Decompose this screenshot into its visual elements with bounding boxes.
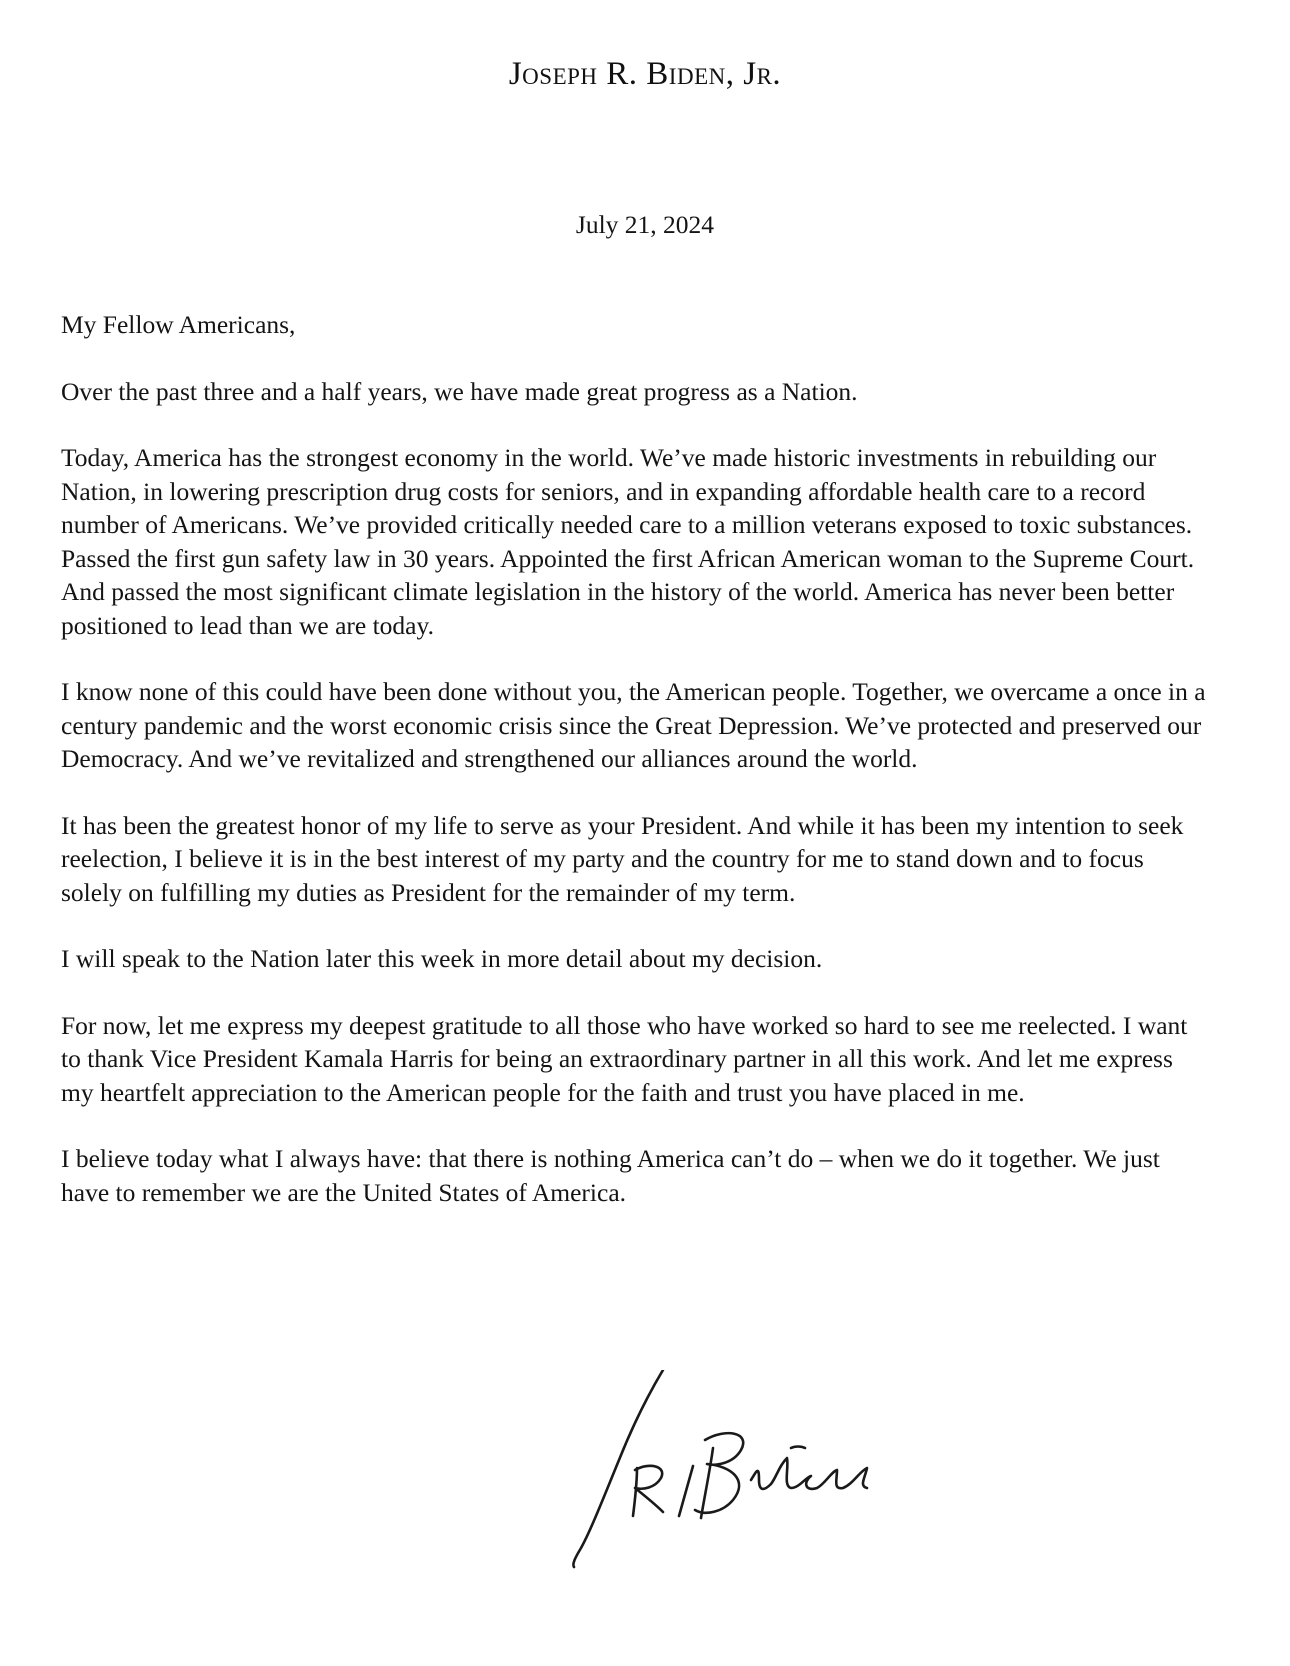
paragraph-decision: It has been the greatest honor of my life to serve as your President. And while it has been my intention to seek reelection, I believe it is in the best interest of my party and the country for me to stand down and to focus solely on fulfilling my duties as President for the remainder of my term.	[61, 810, 1184, 907]
letter-body	[61, 308, 1211, 1242]
signature-stroke	[679, 1466, 693, 1516]
signature-stroke	[633, 1466, 663, 1516]
paragraph-economy: Today, America has the strongest economy in the world. We’ve made historic investments in rebuilding our Nation, in lowering prescription drug costs for seniors, and in expanding affordable health care to a record number of Americans. We’ve provided critically needed care to a million veterans exposed to toxic substances. Passed the first gun safety law in 30 years. Appointed the first African American woman to the Supreme Court. And passed the most significant climate legislation in the history of the world. America has never been better positioned to lead than we are today.	[61, 443, 1195, 640]
signature-stroke	[573, 1370, 663, 1567]
paragraph-closing: I believe today what I always have: that there is nothing America can’t do – when we do it together. We just have to remember we are the United States of America.	[61, 1144, 1160, 1207]
signature-stroke	[791, 1447, 805, 1449]
letter-date: July 21, 2024	[575, 210, 715, 239]
letterhead-name: Joseph R. Biden, Jr.	[508, 56, 782, 92]
paragraph-progress: Over the past three and a half years, we have made great progress as a Nation.	[61, 376, 858, 406]
signature-stroke	[695, 1433, 743, 1518]
paragraph-speak-to-nation: I will speak to the Nation later this week in more detail about my decision.	[61, 944, 823, 973]
signature-stroke	[751, 1458, 867, 1489]
paragraph-american-people: I know none of this could have been done without you, the American people. Together, we overcame a once in a century pandemic and the worst economic crisis since the Great Depression. We’ve protected and preserved our Democracy. And we’ve revitalized and strengthened our alliances around the world.	[61, 677, 1206, 773]
handwritten-signature-icon	[555, 1370, 955, 1570]
paragraph-gratitude: For now, let me express my deepest gratitude to all those who have worked so hard to see me reelected. I want to thank Vice President Kamala Harris for being an extraordinary partner in all this work. And let me express my heartfelt appreciation to the American people for the faith and trust you have placed in me.	[61, 1010, 1188, 1107]
salutation: My Fellow Americans,	[61, 310, 296, 339]
